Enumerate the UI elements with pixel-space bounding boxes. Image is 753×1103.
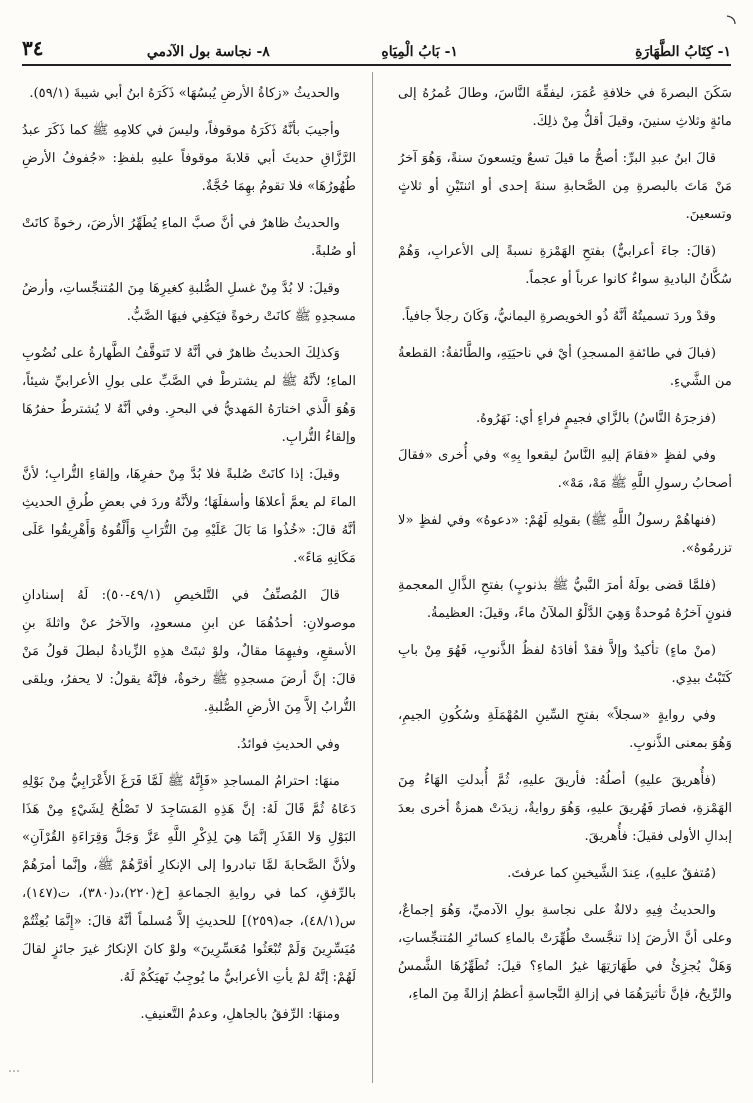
paragraph: (فأُهريقَ عليهِ) أصلُهُ: فأريقَ عليهِ، ثُمَّ أُبدلتِ الهَاءُ مِنَ الهَمْزةِ، فصارَ فَهُريقَ عليهِ، وَهُوَ روايةٌ، زيدَتْ همزةٌ أخرى بعدَ إبدالِ الأولى فقيلَ: فأُهريقَ. <box>398 773 732 844</box>
paragraph: سَكَنَ البصرةَ في خلافةِ عُمَرَ، ليفقِّهَ النَّاسَ، وطالَ عُمرُهُ إلى مائةٍ وثلاثِ سنينَ، وقيلَ أقلُّ مِنْ ذلِكَ. <box>398 86 732 129</box>
paragraph: وفي الحديثِ فوائدُ. <box>236 737 340 752</box>
paragraph: وقدْ وردَ تسميتُهُ أنَّهُ ذُو الخويصرةِ اليمانيُّ، وَكَانَ رجلاً جافياً. <box>401 309 716 324</box>
paragraph: منهَا: احترامُ المساجدِ «فَإِنَّهُ ﷺ لَمَّا فَرَغَ الأَعْرَابِيُّ مِنْ بَوْلِهِ دَعَاهُ ثُمَّ قَالَ لَهُ: إنَّ هَذِهِ المَسَاجِدَ لا تَصْلُحُ لِشَيْءٍ مِنْ هَذَا البَوْلِ وَلا القَذَرِ إنَّمَا هِيَ لِذِكْرِ اللَّهِ عَزَّ وَجَلَّ وَقِرَاءَةِ القُرْآنِ» ولأنَّ الصَّحابةَ لمَّا تبادروا إلى الإنكارِ أقرَّهُمْ ﷺ، وإنَّما أمرَهُمْ بالرِّفقِ، كما في روايةِ الجماعةِ [خ(٢٢٠)،د(٣٨٠)، ت(١٤٧)، س(٤٨/١)، جه(٢٥٩)] للحديثِ إلاَّ مُسلماً أنَّهُ قالَ: «إِنَّمَا بُعِثْتُمْ مُيَسِّرِينَ وَلَمْ تُبْعَثُوا مُعَسِّرِينَ» ولوْ كانَ الإنكارُ غيرَ جائزٍ لقالَ لَهُمْ: إنَّهُ لمْ يأتِ الأعرابيُّ ما يُوجِبُ نَهيَكُمْ لَهُ. <box>22 774 356 985</box>
section-title: ١- بَابُ الْمِيَاهِ <box>381 44 458 60</box>
paragraph: وفي لفظٍ «فقامَ إليهِ النَّاسُ ليقعوا بِهِ» وفي أُخرى «فقالَ أصحابُ رسولِ اللَّهِ ﷺ مَهْ، مَهْ». <box>398 448 732 491</box>
paragraph: وَكذلِكَ الحديثُ ظاهرٌ في أنَّهُ لا تَتوقَّفُ الطَّهارةُ على نُضُوبِ الماءِ؛ لأنَّهُ ﷺ لم يشترطْ في الصَّبِّ على بولِ الأعرابيِّ شيئاً، وَهُوَ الَّذي اختارَهُ المَهديُّ في البحرِ. وفي أنَّهُ لا يُشترطُ حفرُهَا وإلقاءُ التُّرابِ. <box>22 346 356 445</box>
page-number: ٣٤ <box>22 36 44 60</box>
column-divider <box>372 72 373 1083</box>
corner-hook-mark <box>725 14 737 26</box>
paragraph: (فزجرَهُ النَّاسُ) بالزَّاي فجيمٍ فراءٍ أي: نَهَرُوهُ. <box>475 411 716 426</box>
paragraph: والحديثُ فِيهِ دلالةٌ على نجاسةِ بولِ الآدميِّ، وَهُوَ إجماعٌ، وعلى أنَّ الأرضَ إذا تنجَّستْ طُهِّرَتْ بالماءِ كسائرِ المُتنجِّساتِ، وَهَلْ يُجزِئُ في طَهَارَتِهَا غيرُ الماءِ؟ قيلَ: تُطَهِّرُهَا الشَّمسُ والرِّيحُ، فإنَّ تأثيرَهُمَا في إزالةِ النَّجاسةِ أعظمُ إزالةً مِنَ الماءِ، <box>398 903 732 1002</box>
paragraph: (فلمَّا قضى بولَهُ أمرَ النَّبيُّ ﷺ بذنوبٍ) بفتحِ الذَّالِ المعجمةِ فنونٍ آخرُهُ مُوحدةٌ وَهِيَ الدَّلْوُ الملآنُ ماءً، وقيلَ: العظيمةُ. <box>398 578 732 621</box>
paragraph: وأجيبَ بأنَّهُ ذَكَرَهُ موقوفاً، وليسَ في كلامِهِ ﷺ كما ذَكَرَ عبدُ الرَّزَّاقِ حديثَ أبي قلابةَ موقوفاً عليهِ بلفظِ: «جُفوفُ الأرضِ طُهُورُهَا» فلا تقومُ بهِمَا حُجَّةٌ. <box>22 123 356 194</box>
right-column <box>398 80 732 1080</box>
paragraph: وفي روايةٍ «سجلاً» بفتحِ السِّينِ المُهْمَلَةِ وسُكُونِ الجيمِ، وَهُوَ بمعنى الذَّنوبِ. <box>398 708 732 751</box>
paragraph: قالَ ابنُ عبدِ البرِّ: أصحُّ ما قيلَ تسعٌ وتِسعونَ سنةً، وَهُوَ آخرُ مَنْ مَاتَ بالبصرةِ مِن الصَّحابةِ سنةَ إحدى أو اثنتَيْنِ أو ثلاثٍ وتسعينَ. <box>398 151 732 222</box>
paragraph: (قالَ: جاءَ أعرابيٌّ) بفتحِ الهَمْزةِ نسبةً إلى الأعرابِ، وَهُمْ سُكَّانُ الباديةِ سواءٌ كانوا عرباً أو عجماً. <box>398 244 732 287</box>
paragraph: (مُتفقٌ عليهِ)، عِندَ الشَّيخينِ كما عرفتَ. <box>507 866 716 881</box>
paragraph: (منْ ماءٍ) تأكيدٌ وإلاَّ فقدْ أفادَهُ لفظُ الذَّنوبِ، فَهُوَ مِنْ بابِ كَتَبْتُ بيدِي. <box>398 643 732 686</box>
paragraph: والحديثُ ظاهرٌ في أنَّ صبَّ الماءِ يُطَهِّرُ الأرضَ، رخوةً كانَتْ أو صُلبةً. <box>22 216 356 259</box>
paragraph: (فنهاهُمْ رسولُ اللَّهِ ﷺ) بقولِهِ لَهُمْ: «دعوهُ» وفي لفظٍ «لا تزرمُوهُ». <box>398 513 732 556</box>
subsection-title: ٨- نجاسة بول الآدمي <box>146 44 270 60</box>
left-column <box>22 80 356 1080</box>
paragraph: والحديثُ «زكاةُ الأرضِ يُبسُهَا» ذَكَرَهُ ابنُ أبي شيبةَ (٥٩/١). <box>29 86 340 101</box>
paragraph: وقيلَ: إذا كانَتْ صُلبةً فلا بُدَّ مِنْ حفرِهَا، وإلقاءِ التُّرابِ؛ لأنَّ الماءَ لم يعمَّ أعلاهَا وأسفلَهَا؛ ولأنَّهُ وردَ في بعضِ طُرقِ الحديثِ أنَّهُ قالَ: «خُذُوا مَا بَالَ عَلَيْهِ مِنَ التُّرَابِ وَأَلْقُوهُ وَأَهْرِيقُوا عَلَى مَكَانِهِ مَاءً». <box>22 467 356 566</box>
paragraph: ومنهَا: الرِّفقُ بالجاهلِ، وعدمُ التَّعنيفِ. <box>140 1007 340 1022</box>
chapter-title: ١- كِتَابُ الطَّهَارَةِ <box>635 44 731 60</box>
paragraph: قالَ المُصنِّفُ في التَّلخيصِ (٤٩/١-٥٠): لَهُ إسنادانِ موصولانِ: أحدُهُمَا عن ابنِ مسعودٍ، والآخرُ عنْ واثلةَ بنِ الأسقعِ، وفيهِمَا مقالٌ، ولوْ ثبتَتْ هذِهِ الزِّيادةُ لبطلَ قولُ مَنْ قالَ: إنَّ أرضَ مسجدِهِ ﷺ رخوةٌ، فإنَّهُ يقولُ: لا يحفرُ، ويلقى التُّرابُ إلاَّ مِنَ الأرضِ الصُّلبةِ. <box>22 588 356 715</box>
page-header <box>22 30 731 60</box>
scan-speck-mark <box>8 1069 24 1073</box>
header-rule <box>22 64 731 66</box>
paragraph: وقيلَ: لا بُدَّ مِنْ غسلِ الصُّلبةِ كغيرِهَا مِنَ المُتنجِّساتِ، وأرضُ مسجدِهِ ﷺ كانَتْ رخوةً فيَكفِي فيهَا الصَّبُّ. <box>22 281 356 324</box>
paragraph: (فبالَ في طائفةِ المسجدِ) أيْ في ناحيَتِهِ، والطَّائفةُ: القطعةُ من الشَّيءِ. <box>398 346 732 389</box>
